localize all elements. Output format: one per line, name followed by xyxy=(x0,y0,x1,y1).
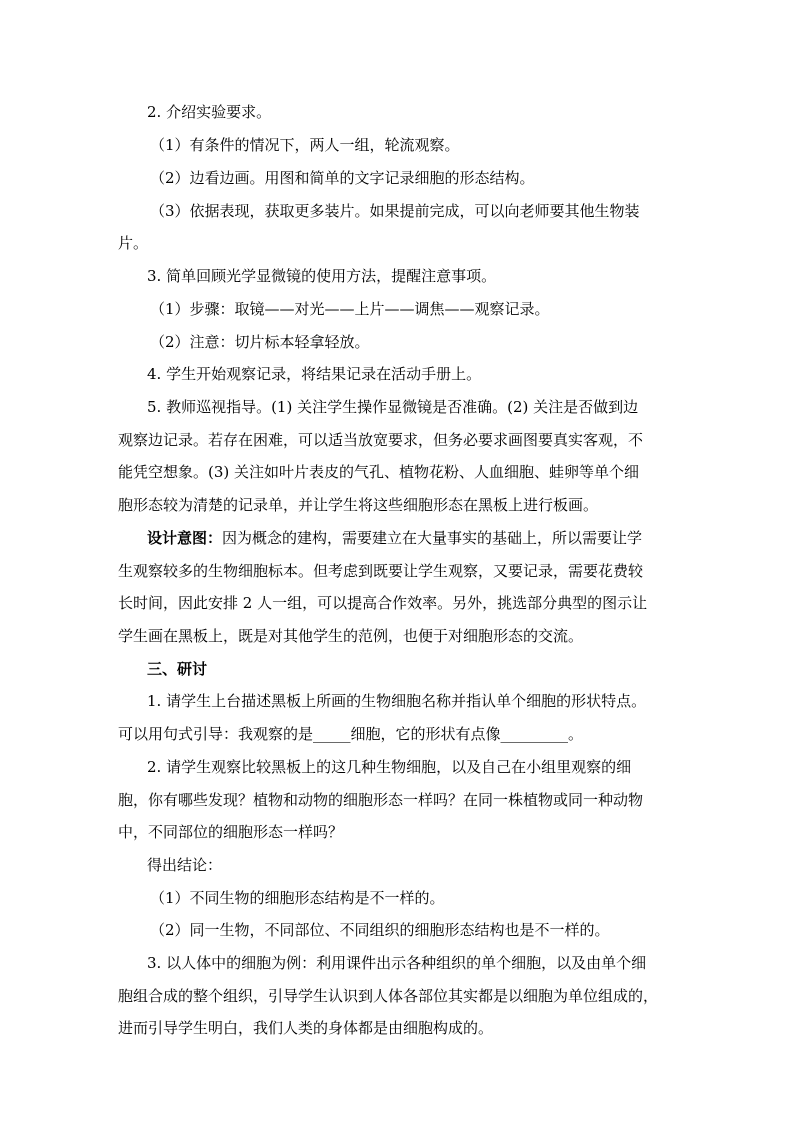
text-line: （1）步骤：取镜——对光——上片——调焦——观察记录。 xyxy=(150,300,550,318)
text-line: 中，不同部位的细胞形态一样吗？ xyxy=(118,823,344,841)
text-line: （2）同一生物，不同部位、不同组织的细胞形态结构也是不一样的。 xyxy=(150,921,610,939)
text-line: 2. 介绍实验要求。 xyxy=(147,103,272,121)
text-line: 2. 请学生观察比较黑板上的这几种生物细胞，以及自己在小组里观察的细 xyxy=(147,758,632,776)
design-intent-text: 因为概念的建构，需要建立在大量事实的基础上，所以需要让学 xyxy=(222,529,643,547)
text-line: 5. 教师巡视指导。(1) 关注学生操作显微镜是否准确。(2) 关注是否做到边 xyxy=(147,398,639,416)
text-line: 1. 请学生上台描述黑板上所画的生物细胞名称并指认单个细胞的形状特点。 xyxy=(147,692,647,710)
design-intent-label: 设计意图： xyxy=(147,529,223,547)
text-line: 胞形态较为清楚的记录单，并让学生将这些细胞形态在黑板上进行板画。 xyxy=(118,496,599,514)
text-line: 观察边记录。若存在困难，可以适当放宽要求，但务必要求画图要真实客观，不 xyxy=(118,431,644,449)
design-intent-paragraph xyxy=(147,528,642,548)
text-line: 可以用句式引导：我观察的是_____细胞，它的形状有点像_________。 xyxy=(118,725,584,743)
text-line: 能凭空想象。(3) 关注如叶片表皮的气孔、植物花粉、人血细胞、蛙卵等单个细 xyxy=(118,463,640,481)
text-line: （1）有条件的情况下，两人一组，轮流观察。 xyxy=(150,136,460,154)
text-line: 片。 xyxy=(118,234,149,252)
text-line: （1）不同生物的细胞形态结构是不一样的。 xyxy=(150,889,445,907)
text-line: 学生画在黑板上，既是对其他学生的范例，也便于对细胞形态的交流。 xyxy=(118,627,584,645)
text-line: 4. 学生开始观察记录，将结果记录在活动手册上。 xyxy=(147,365,482,383)
text-line: 长时间，因此安排 2 人一组，可以提高合作效率。另外，挑选部分典型的图示让 xyxy=(118,594,648,612)
text-line: 3. 简单回顾光学显微镜的使用方法，提醒注意事项。 xyxy=(147,267,497,285)
text-line: 3. 以人体中的细胞为例：利用课件出示各种组织的单个细胞，以及由单个细 xyxy=(147,954,647,972)
text-line: （2）注意：切片标本轻拿轻放。 xyxy=(150,333,370,351)
text-line: （3）依据表现，获取更多装片。如果提前完成，可以向老师要其他生物装 xyxy=(150,202,640,220)
text-line: 胞，你有哪些发现？植物和动物的细胞形态一样吗？在同一株植物或同一种动物 xyxy=(118,791,644,809)
text-line: 进而引导学生明白，我们人类的身体都是由细胞构成的。 xyxy=(118,1019,494,1037)
text-line: （2）边看边画。用图和简单的文字记录细胞的形态结构。 xyxy=(150,169,535,187)
text-line: 胞组合成的整个组织，引导学生认识到人体各部位其实都是以细胞为单位组成的， xyxy=(118,987,659,1005)
text-line: 生观察较多的生物细胞标本。但考虑到既要让学生观察，又要记录，需要花费较 xyxy=(118,562,644,580)
text-line: 得出结论： xyxy=(147,856,223,874)
section-heading: 三、研讨 xyxy=(147,660,208,678)
